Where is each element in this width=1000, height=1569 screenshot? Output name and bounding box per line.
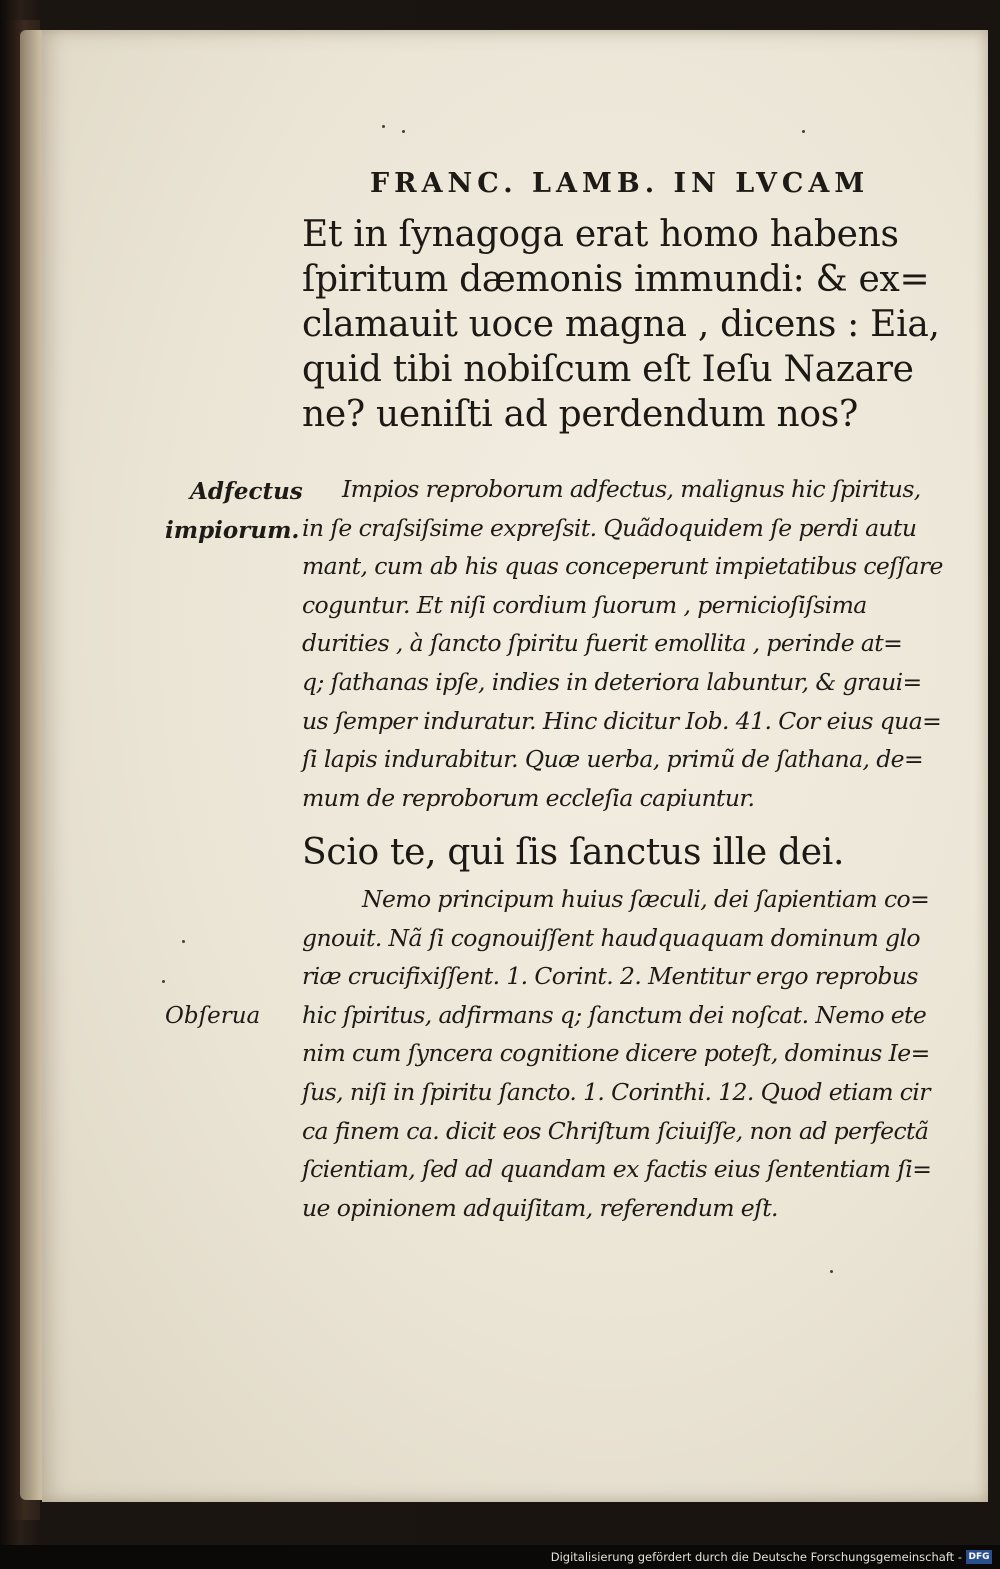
margin-note-obserua: Obſerua — [165, 1003, 261, 1029]
commentary-line: ue opinionem adquiſitam, referendum eſt. — [302, 1193, 778, 1222]
commentary-line: ca finem ca. dicit eos Chriſtum ſciuiſſe, non ad perfectã — [302, 1116, 929, 1145]
margin-note-adfectus: Adfectus — [190, 478, 303, 505]
verse-line: Et in ſynagoga erat homo habens — [302, 214, 899, 255]
verse-line: Scio te, qui ſis ſanctus ille dei. — [302, 832, 845, 873]
commentary-block-1 — [302, 470, 952, 817]
commentary-line: Nemo principum huius ſæculi, dei ſapientiam co= — [362, 885, 930, 913]
commentary-block-2 — [302, 880, 952, 1227]
footer-credit: Digitalisierung gefördert durch die Deutsche Forschungsgemeinschaft - — [550, 1550, 962, 1564]
commentary-line: q; ſathanas ipſe, indies in deteriora labuntur, & graui= — [302, 667, 922, 696]
margin-note-impiorum: impiorum. — [165, 517, 300, 544]
running-head: FRANC. LAMB. IN LVCAM — [370, 168, 870, 199]
verse-block-1 — [302, 212, 942, 437]
verse-block-2 — [302, 830, 942, 875]
commentary-line: durities , à ſancto ſpiritu fuerit emollita , perinde at= — [302, 629, 903, 658]
commentary-line: ſi lapis indurabitur. Quæ uerba, primũ de ſathana, de= — [302, 745, 924, 774]
commentary-line: Impios reproborum adfectus, malignus hic ſpiritus, — [342, 475, 921, 503]
commentary-line: ſcientiam, ſed ad quandam ex factis eius ſententiam ſi= — [302, 1155, 932, 1184]
commentary-line: riæ crucifixiſſent. 1. Corint. 2. Mentitur ergo reprobus — [302, 962, 918, 991]
commentary-line: gnouit. Nã ſi cognouiſſent haudquaquam dominum glo — [302, 923, 920, 952]
commentary-line: coguntur. Et niſi cordium ſuorum , pernicioſiſsima — [302, 590, 867, 619]
verse-line: quid tibi nobiſcum eſt Ieſu Nazare — [302, 349, 914, 390]
verse-line: ſpiritum dæmonis immundi: & ex= — [302, 259, 930, 300]
commentary-line: nim cum ſyncera cognitione dicere poteſt, dominus Ie= — [302, 1039, 930, 1068]
dfg-logo: DFG — [966, 1550, 992, 1564]
commentary-line: mant, cum ab his quas conceperunt impietatibus ceſſare — [302, 552, 943, 581]
commentary-line: in ſe craſsiſsime expreſsit. Quãdoquidem ſe perdi autu — [302, 513, 917, 542]
verse-line: clamauit uoce magna , dicens : Eia, — [302, 304, 940, 345]
commentary-line: us ſemper induratur. Hinc dicitur Iob. 41. Cor eius qua= — [302, 706, 942, 735]
commentary-line: mum de reproborum eccleſia capiuntur. — [302, 783, 755, 812]
commentary-line: hic ſpiritus, adfirmans q; ſanctum dei noſcat. Nemo ete — [302, 1000, 927, 1029]
commentary-line: ſus, niſi in ſpiritu ſancto. 1. Corinthi. 12. Quod etiam cir — [302, 1077, 930, 1106]
verse-line: ne? ueniſti ad perdendum nos? — [302, 394, 858, 435]
